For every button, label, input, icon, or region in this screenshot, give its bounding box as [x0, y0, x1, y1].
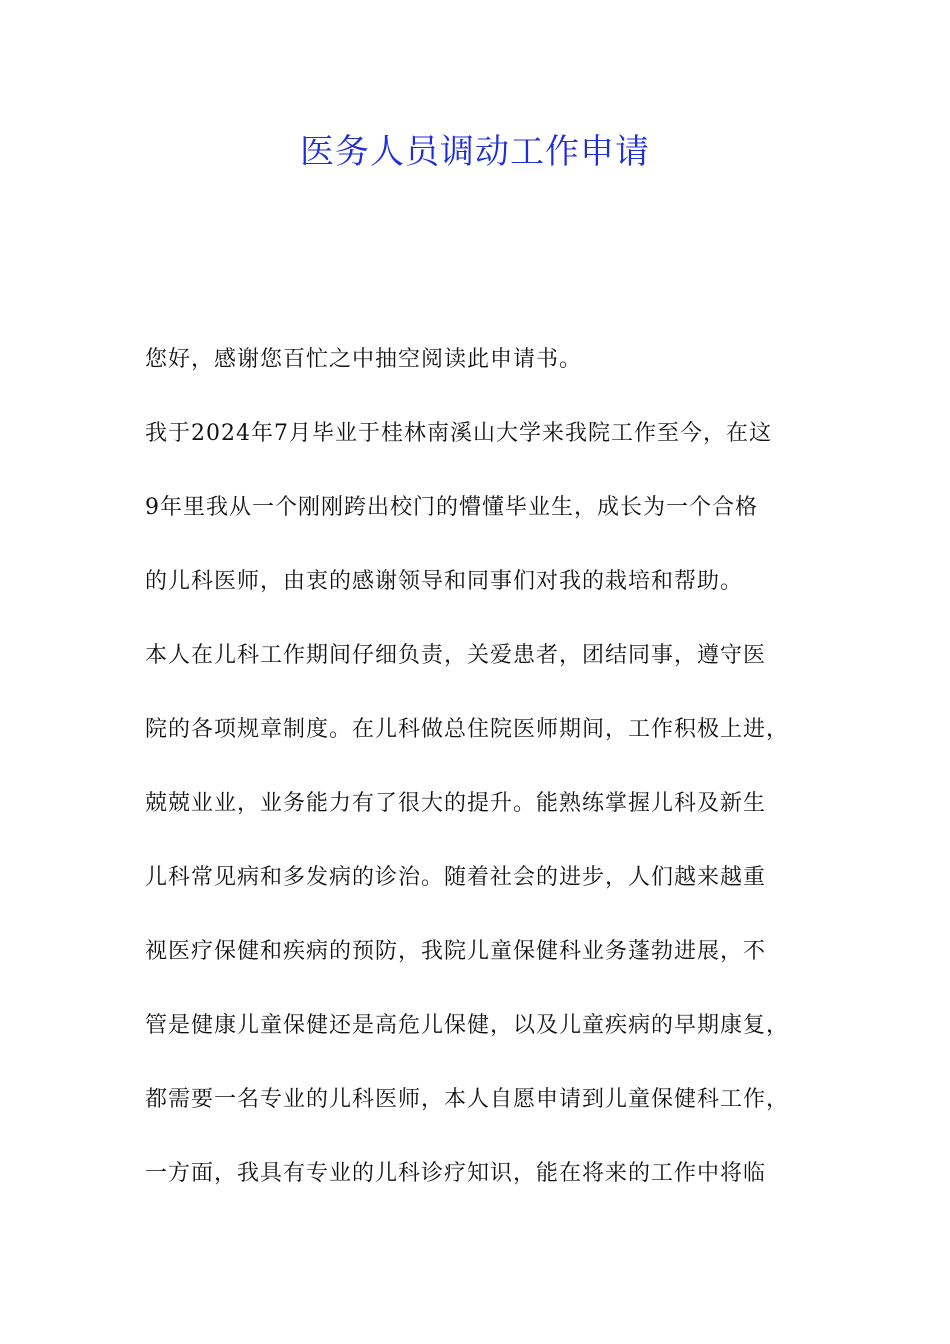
body-line-8: 儿科常见病和多发病的诊治。随着社会的进步，人们越来越重: [145, 865, 767, 890]
document-title: 医务人员调动工作申请: [300, 132, 650, 172]
body-line-9: 视医疗保健和疾病的预防，我院儿童保健科业务蓬勃进展，不: [145, 939, 767, 964]
body-line-4: 的儿科医师，由衷的感谢领导和同事们对我的栽培和帮助。: [145, 569, 744, 594]
body-line-2: 我于2024年7月毕业于桂林南溪山大学来我院工作至今，在这: [145, 421, 772, 446]
body-line-3: 9年里我从一个刚刚跨出校门的懵懂毕业生，成长为一个合格: [145, 495, 758, 520]
body-line-5: 本人在儿科工作期间仔细负责，关爱患者，团结同事，遵守医: [145, 643, 767, 668]
body-line-6: 院的各项规章制度。在儿科做总住院医师期间，工作积极上进，: [145, 717, 790, 742]
body-line-7: 兢兢业业，业务能力有了很大的提升。能熟练掌握儿科及新生: [145, 791, 767, 816]
body-line-10: 管是健康儿童保健还是高危儿保健，以及儿童疾病的早期康复，: [145, 1013, 790, 1038]
body-line-11: 都需要一名专业的儿科医师，本人自愿申请到儿童保健科工作，: [145, 1087, 790, 1112]
body-line-12: 一方面，我具有专业的儿科诊疗知识，能在将来的工作中将临: [145, 1161, 767, 1186]
body-line-1: 您好，感谢您百忙之中抽空阅读此申请书。: [145, 347, 583, 372]
document-body: [145, 338, 825, 1226]
